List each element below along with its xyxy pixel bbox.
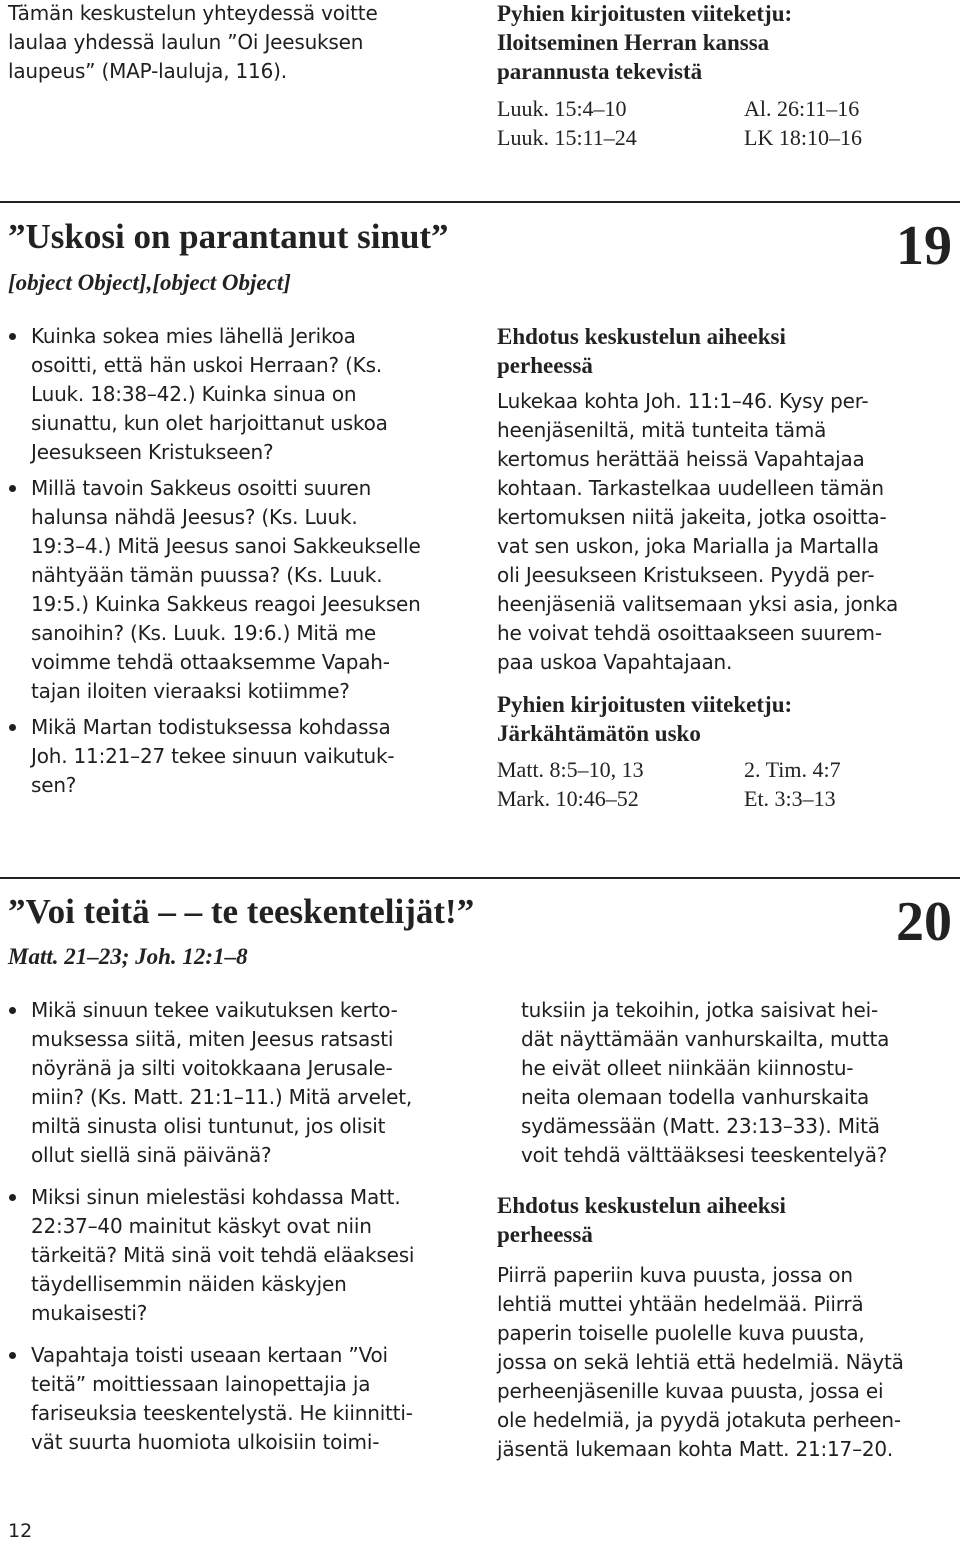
question-line: Vapahtaja toisti useaan kertaan ”Voi <box>31 1343 388 1367</box>
section-20-family-block <box>497 1191 952 1464</box>
paragraph-line: oli Jeesukseen Kristukseen. Pyydä per- <box>497 563 875 587</box>
section-19-questions <box>31 322 471 807</box>
intro-line: Tämän keskustelun yhteydessä voitte <box>8 1 378 25</box>
scripture-ref: LK 18:10–16 <box>744 125 862 150</box>
section-20-questions <box>31 996 471 1464</box>
bullet-icon <box>9 1194 16 1201</box>
heading-line: Ehdotus keskustelun aiheeksi <box>497 1193 786 1218</box>
scripture-ref: Luuk. 15:11–24 <box>497 125 637 150</box>
chain-title-line: parannusta tekevistä <box>497 59 703 84</box>
section-20-right-column <box>521 996 951 1170</box>
top-chain-block <box>497 0 862 152</box>
heading-line: Ehdotus keskustelun aiheeksi <box>497 324 786 349</box>
scripture-ref: Et. 3:3–13 <box>744 786 836 811</box>
section-19-title: ”Uskosi on parantanut sinut” <box>8 217 449 256</box>
question-line: teitä” moittiessaan lainopettajia ja <box>31 1372 371 1396</box>
bullet-icon <box>9 724 16 731</box>
bullet-icon <box>9 1352 16 1359</box>
question-line: osoitti, että hän uskoi Herraan? (Ks. <box>31 353 382 377</box>
chain-title <box>497 690 952 748</box>
section-divider <box>0 877 960 879</box>
question-item <box>31 713 471 800</box>
paragraph-line: paa uskoa Vapahtajaan. <box>497 650 733 674</box>
paragraph-line: tuksiin ja tekoihin, jotka saisivat hei- <box>521 998 879 1022</box>
question-line: siunattu, kun olet harjoittanut uskoa <box>31 411 388 435</box>
bullet-icon <box>9 1007 16 1014</box>
question-item <box>31 474 471 706</box>
top-refs <box>497 94 862 152</box>
section-19-right-column <box>497 322 952 813</box>
page-number: 12 <box>8 1520 33 1542</box>
question-line: Millä tavoin Sakkeus osoitti suuren <box>31 476 372 500</box>
family-suggestion-title <box>497 1191 952 1249</box>
section-20-refs: Matt. 21–23; Joh. 12:1–8 <box>8 944 248 969</box>
scripture-ref: Matt. 8:5–10, 13 <box>497 757 644 782</box>
heading-line: Järkähtämätön usko <box>497 721 701 746</box>
scripture-ref: Al. 26:11–16 <box>744 96 860 121</box>
section-19-refs-list <box>497 755 952 813</box>
question-item <box>31 322 471 467</box>
question-line: vät suurta huomiota ulkoisiin toimi- <box>31 1430 380 1454</box>
question-line: voimme tehdä ottaaksemme Vapah- <box>31 650 390 674</box>
chain-title-line: Pyhien kirjoitusten viiteketju: <box>497 1 793 26</box>
paragraph-line: perheenjäsenille kuvaa puusta, jossa ei <box>497 1379 884 1403</box>
question-line: mukaisesti? <box>31 1301 148 1325</box>
intro-line: laupeus” (MAP-lauluja, 116). <box>8 59 287 83</box>
section-divider <box>0 201 960 203</box>
question-line: sen? <box>31 773 77 797</box>
paragraph-line: neita olemaan todella vanhurskaita <box>521 1085 870 1109</box>
paragraph-line: he eivät olleet niinkään kiinnostu- <box>521 1056 854 1080</box>
paragraph-line: heenjäseniä valitsemaan yksi asia, jonka <box>497 592 899 616</box>
question-line: nähtyään tämän puussa? (Ks. Luuk. <box>31 563 383 587</box>
question-line: Mikä Martan todistuksessa kohdassa <box>31 715 391 739</box>
paragraph-line: jäsentä lukemaan kohta Matt. 21:17–20. <box>497 1437 894 1461</box>
question-line: nöyränä ja silti voitokkaana Jerusale- <box>31 1056 393 1080</box>
paragraph-line: kohtaan. Tarkastelkaa uudelleen tämän <box>497 476 884 500</box>
question-item <box>31 1341 471 1457</box>
paragraph-line: heenjäseniltä, mitä tunteita tämä <box>497 418 827 442</box>
question-line: sanoihin? (Ks. Luuk. 19:6.) Mitä me <box>31 621 377 645</box>
question-line: fariseuksia teeskentelystä. He kiinnitti- <box>31 1401 413 1425</box>
scripture-ref: Luuk. 15:4–10 <box>497 96 627 121</box>
paragraph-line: he voivat tehdä osoittaakseen suurem- <box>497 621 882 645</box>
intro-line: laulaa yhdessä laulun ”Oi Jeesuksen <box>8 30 364 54</box>
paragraph-line: Piirrä paperiin kuva puusta, jossa on <box>497 1263 853 1287</box>
scripture-ref: Mark. 10:46–52 <box>497 786 639 811</box>
paragraph-line: dät näyttämään vanhurskailta, mutta <box>521 1027 890 1051</box>
chain-title-line: Iloitseminen Herran kanssa <box>497 30 770 55</box>
bullet-icon <box>9 333 16 340</box>
scripture-ref: 2. Tim. 4:7 <box>744 757 841 782</box>
question-line: ollut siellä sinä päivänä? <box>31 1143 272 1167</box>
question-line: tärkeitä? Mitä sinä voit tehdä eläaksesi <box>31 1243 415 1267</box>
section-20-number: 20 <box>896 891 952 953</box>
paragraph-line: vat sen uskon, joka Marialla ja Martalla <box>497 534 879 558</box>
paragraph-line: lehtiä muttei yhtään hedelmää. Piirrä <box>497 1292 864 1316</box>
question-line: Jeesukseen Kristukseen? <box>31 440 274 464</box>
paragraph-line: jossa on sekä lehtiä että hedelmiä. Näytä <box>497 1350 904 1374</box>
continued-question-text <box>521 996 951 1170</box>
heading-line: Pyhien kirjoitusten viiteketju: <box>497 692 793 717</box>
family-suggestion-title <box>497 322 952 380</box>
intro-paragraph <box>8 0 378 86</box>
question-line: 19:5.) Kuinka Sakkeus reagoi Jeesuksen <box>31 592 421 616</box>
question-item <box>31 1183 471 1328</box>
question-line: Luuk. 18:38–42.) Kuinka sinua on <box>31 382 357 406</box>
heading-line: perheessä <box>497 353 593 378</box>
section-19-refs: [object Object],[object Object] <box>8 270 291 295</box>
paragraph-line: Lukekaa kohta Joh. 11:1–46. Kysy per- <box>497 389 869 413</box>
question-line: 19:3–4.) Mitä Jeesus sanoi Sakkeukselle <box>31 534 421 558</box>
paragraph-line: kertomuksen niitä jakeita, jotka osoitta- <box>497 505 887 529</box>
paragraph-line: paperin toiselle puolelle kuva puusta, <box>497 1321 865 1345</box>
section-20-title: ”Voi teitä – – te teeskentelijät!” <box>8 892 475 931</box>
question-line: tajan iloiten vieraaksi kotiimme? <box>31 679 350 703</box>
family-suggestion-text <box>497 1261 952 1464</box>
question-item <box>31 996 471 1170</box>
paragraph-line: sydämessään (Matt. 23:13–33). Mitä <box>521 1114 880 1138</box>
question-line: miin? (Ks. Matt. 21:1–11.) Mitä arvelet, <box>31 1085 413 1109</box>
question-line: miltä sinusta olisi tuntunut, jos olisit <box>31 1114 386 1138</box>
question-line: Mikä sinuun tekee vaikutuksen kerto- <box>31 998 398 1022</box>
bullet-icon <box>9 485 16 492</box>
family-suggestion-text <box>497 387 952 677</box>
question-line: halunsa nähdä Jeesus? (Ks. Luuk. <box>31 505 358 529</box>
question-line: täydellisemmin näiden käskyjen <box>31 1272 347 1296</box>
section-19-number: 19 <box>896 215 952 277</box>
question-line: Kuinka sokea mies lähellä Jerikoa <box>31 324 356 348</box>
paragraph-line: ole hedelmiä, ja pyydä jotakuta perheen- <box>497 1408 901 1432</box>
question-line: Miksi sinun mielestäsi kohdassa Matt. <box>31 1185 401 1209</box>
question-line: muksessa siitä, miten Jeesus ratsasti <box>31 1027 394 1051</box>
question-line: Joh. 11:21–27 tekee sinuun vaikutuk- <box>31 744 395 768</box>
question-line: 22:37–40 mainitut käskyt ovat niin <box>31 1214 372 1238</box>
heading-line: perheessä <box>497 1222 593 1247</box>
paragraph-line: kertomus herättää heissä Vapahtajaa <box>497 447 865 471</box>
paragraph-line: voit tehdä välttääksesi teeskentelyä? <box>521 1143 888 1167</box>
